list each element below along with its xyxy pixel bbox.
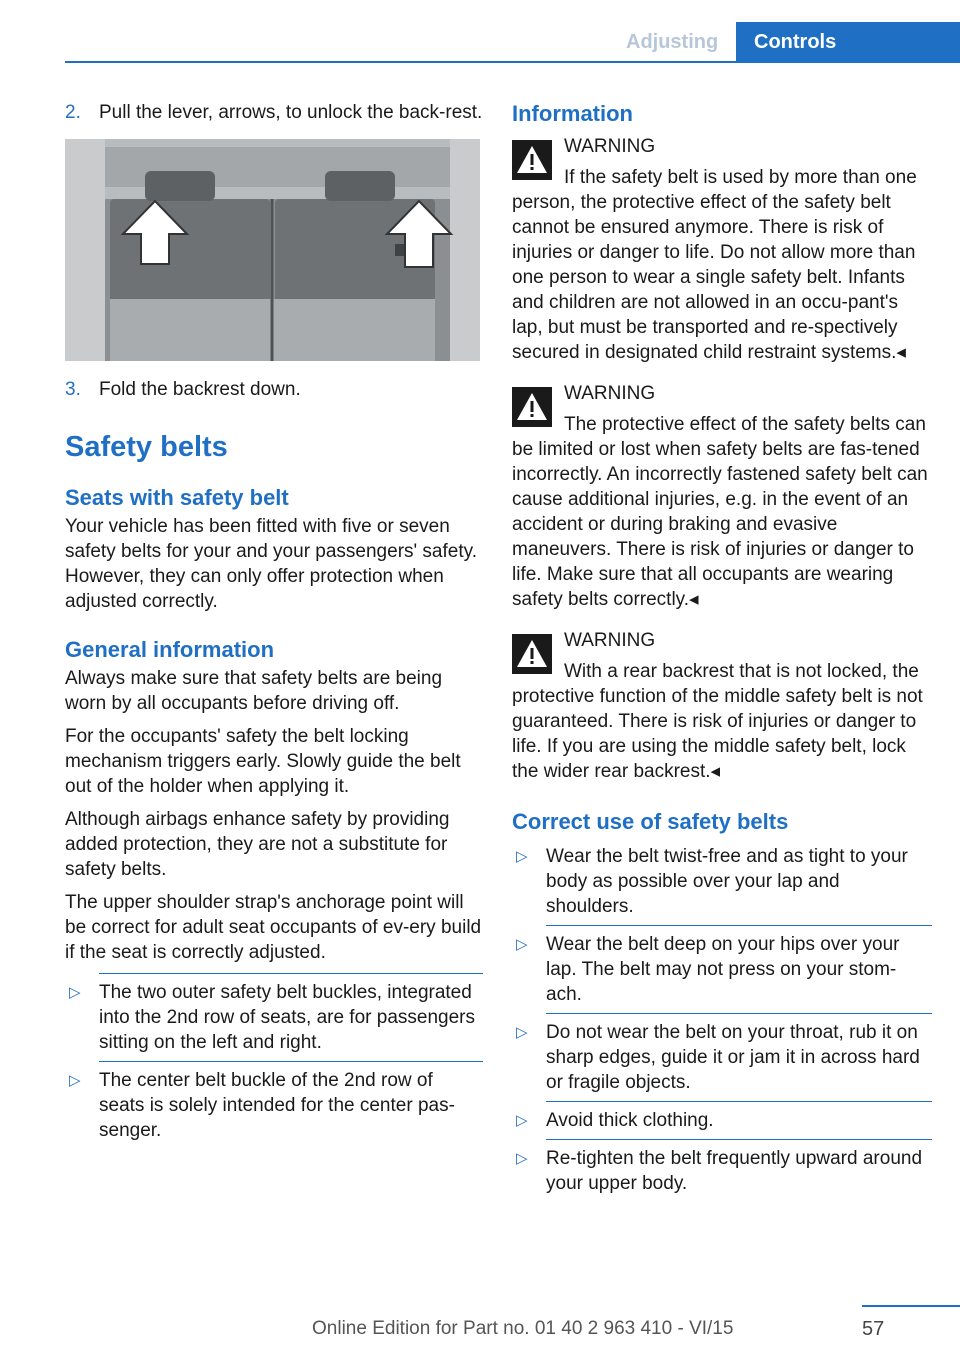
- bullet-triangle-icon: ▷: [516, 848, 528, 865]
- bullet-triangle-icon: ▷: [516, 1150, 528, 1167]
- left-column: [65, 100, 483, 1149]
- warning-block: [512, 381, 932, 612]
- page-number: 57: [862, 1318, 885, 1340]
- bullet-triangle-icon: ▷: [69, 1072, 81, 1089]
- list-item: ▷ Wear the belt deep on your hips over your lap. The belt may not press on your stom‐ach.: [516, 934, 900, 1005]
- page-header: [0, 0, 960, 62]
- list-item: ▷ Re-tighten the belt frequently upward around your upper body.: [516, 1148, 923, 1194]
- right-column: [512, 100, 932, 1202]
- list-item: ▷ The two outer safety belt buckles, integrated into the 2nd row of seats, are for passengers sitting on the left and right.: [69, 982, 475, 1053]
- step-3: [65, 377, 483, 402]
- bullet-triangle-icon: ▷: [516, 1024, 528, 1041]
- list-item: ▷ Do not wear the belt on your throat, rub it on sharp edges, guide it or jam it in across hard or fragile objects.: [516, 1022, 920, 1093]
- paragraph: Your vehicle has been fitted with five or seven safety belts for your and your passengers' safety. However, they can only offer protection when adjusted correctly.: [65, 516, 477, 612]
- step-text: Fold the backrest down.: [99, 379, 301, 400]
- bullet-triangle-icon: ▷: [516, 936, 528, 953]
- step-2: [65, 100, 483, 125]
- list-item: ▷ Wear the belt twist-free and as tight to your body as possible over your lap and shoulders.: [516, 846, 908, 917]
- warning-title: WARNING: [564, 383, 656, 404]
- step-number: 3.: [65, 379, 81, 400]
- paragraph: Always make sure that safety belts are being worn by all occupants before driving off.: [65, 668, 443, 714]
- edition-note: Online Edition for Part no. 01 40 2 963 410 - VI/15: [312, 1318, 734, 1339]
- subsection-title: General information: [65, 637, 275, 662]
- warning-triangle-icon: [512, 387, 552, 427]
- header-chapter-tab: [736, 22, 960, 63]
- subsection-title: Information: [512, 101, 633, 126]
- subsection-title: Seats with safety belt: [65, 485, 289, 510]
- paragraph: The upper shoulder strap's anchorage point will be correct for adult seat occupants of ev‐ery build if the seat is correctly adjusted.: [65, 892, 482, 963]
- header-section-label: Adjusting: [626, 31, 719, 53]
- warning-block: [512, 628, 932, 784]
- warning-triangle-icon: [512, 634, 552, 674]
- paragraph: Although airbags enhance safety by providing added protection, they are not a substitute for safety belts.: [65, 809, 450, 880]
- footer-rule: [862, 1305, 960, 1307]
- warning-text: If the safety belt is used by more than one person, the protective effect of the safety belt cannot be ensured anymore. There is risk of injuries or danger to life. Do not allow more than one person to wear a single safety belt. Infants and children are not allowed in an occu‐pant's lap, but must be transported and re‐spectively secured in designated child restraint systems.◂: [512, 167, 917, 363]
- header-rule: [65, 61, 960, 63]
- warning-title: WARNING: [564, 630, 656, 651]
- warning-triangle-icon: [512, 140, 552, 180]
- warning-title: WARNING: [564, 136, 656, 157]
- paragraph: For the occupants' safety the belt locking mechanism triggers early. Slowly guide the belt out of the holder when applying it.: [65, 726, 461, 797]
- header-chapter-label: Controls: [754, 31, 837, 53]
- step-text: Pull the lever, arrows, to unlock the back‐rest.: [99, 102, 483, 123]
- subsection-title: Correct use of safety belts: [512, 809, 789, 834]
- step-number: 2.: [65, 102, 81, 123]
- list-item: ▷ The center belt buckle of the 2nd row of seats is solely intended for the center pas‐senger.: [69, 1070, 455, 1141]
- section-title: Safety belts: [65, 431, 228, 463]
- list-item: ▷ Avoid thick clothing.: [516, 1110, 714, 1131]
- backrest-lever-photo: [65, 139, 480, 361]
- warning-text: With a rear backrest that is not locked, the protective function of the middle safety belt is not guaranteed. There is risk of injuries or danger to life. If you are using the middle safety belt, lock the wider rear backrest.◂: [512, 661, 923, 782]
- bullet-triangle-icon: ▷: [69, 984, 81, 1001]
- warning-text: The protective effect of the safety belts can be limited or lost when safety belts are fas‐tened incorrectly. An incorrectly fastened safety belt can cause additional injuries, e.g. in the event of an accident or during braking and evasive maneuvers. There is risk of injuries or danger to life. Make sure that all occupants are wearing safety belts correctly.◂: [512, 414, 928, 610]
- warning-block: [512, 134, 932, 365]
- bullet-triangle-icon: ▷: [516, 1112, 528, 1129]
